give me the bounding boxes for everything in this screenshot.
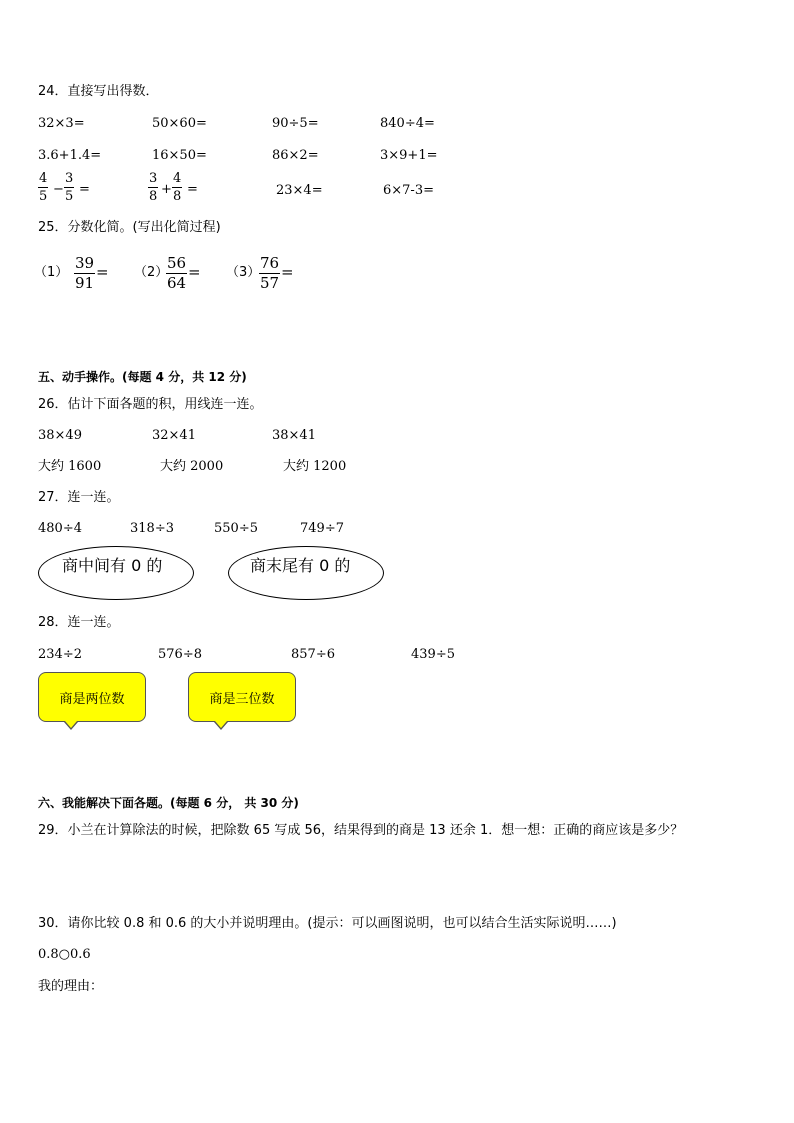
q28-division-3: 857÷6 [291,647,335,662]
q27-title: 27．连一连。 [38,490,120,505]
q24-row1-item3: 90÷5= [272,116,319,131]
q24-row2-item2: 16×50= [152,148,207,163]
numerator: 3 [149,171,158,186]
denominator: 8 [173,189,182,204]
bubble-tail [65,721,77,728]
denominator: 91 [75,274,95,292]
q24-row2-item3: 86×2= [272,148,319,163]
q24-row3-item3: 23×4= [276,183,323,198]
denominator: 5 [65,189,74,204]
numerator: 4 [39,171,48,186]
q26-estimate-3: 大约 1200 [283,459,347,474]
q28-bubble-three-digit-label: 商是三位数 [209,691,275,707]
q26-product-2: 32×41 [152,428,196,443]
q28-division-4: 439÷5 [411,647,455,662]
q24-row2-item1: 3.6+1.4= [38,148,102,163]
bubble-tail [215,721,227,728]
section6-title: 六、我能解决下面各题。(每题 6 分， 共 30 分) [38,796,299,810]
numerator: 4 [173,171,182,186]
q30-reason-label: 我的理由： [38,979,104,994]
q28-bubble-two-digit-label: 商是两位数 [59,691,125,707]
q24-row1-item1: 32×3= [38,116,85,131]
q24-fraction-a-second [64,172,74,203]
equals-sign: = [96,263,109,281]
q24-row3-item4: 6×7-3= [383,183,434,198]
q25-item1-label: （1） [34,265,69,280]
q26-estimate-1: 大约 1600 [38,459,102,474]
q25-title: 25．分数化简。(写出化简过程) [38,220,221,235]
q24-fraction-b-second [172,172,182,203]
q27-ellipse-end-zero-label: 商末尾有 0 的 [250,556,351,575]
q28-division-2: 576÷8 [158,647,202,662]
q27-division-3: 550÷5 [214,521,258,536]
denominator: 64 [167,274,187,292]
q28-division-1: 234÷2 [38,647,82,662]
equals-sign: = [187,182,198,197]
q30-compare: 0.8○0.6 [38,947,91,962]
equals-sign: = [79,182,90,197]
equals-sign: = [281,263,294,281]
numerator: 39 [75,254,95,272]
denominator: 57 [260,274,280,292]
q24-title: 24．直接写出得数． [38,84,159,99]
equals-sign: = [188,263,201,281]
q26-product-3: 38×41 [272,428,316,443]
q27-ellipse-middle-zero-label: 商中间有 0 的 [62,556,163,575]
q24-row1-item4: 840÷4= [380,116,435,131]
q30-text: 30．请你比较 0.8 和 0.6 的大小并说明理由。(提示：可以画图说明，也可以结合生活实际说明……) [38,916,617,931]
q24-fraction-b-first [148,172,158,203]
q26-estimate-2: 大约 2000 [160,459,224,474]
section5-title: 五、动手操作。(每题 4 分，共 12 分) [38,370,247,384]
denominator: 5 [39,189,48,204]
q25-item3-label: （3） [226,265,261,280]
q25-item2-label: （2） [134,265,169,280]
q26-product-1: 38×49 [38,428,82,443]
q28-title: 28．连一连。 [38,615,120,630]
q27-division-2: 318÷3 [130,521,174,536]
q29-text: 29．小兰在计算除法的时候，把除数 65 写成 56，结果得到的商是 13 还余 1．想一想：正确的商应该是多少？ [38,823,684,838]
q27-division-1: 480÷4 [38,521,82,536]
numerator: 76 [260,254,280,272]
q24-fraction-a-first [38,172,48,203]
numerator: 3 [65,171,74,186]
q25-item3-fraction [259,256,280,291]
q27-division-4: 749÷7 [300,521,344,536]
numerator: 56 [167,254,187,272]
q26-title: 26．估计下面各题的积，用线连一连。 [38,397,263,412]
plus-sign: + [161,182,172,197]
q25-item2-fraction [166,256,187,291]
denominator: 8 [149,189,158,204]
q24-row2-item4: 3×9+1= [380,148,438,163]
minus-sign: − [53,182,64,197]
q28-bubble-three-digit[interactable] [188,672,296,722]
q28-bubble-two-digit[interactable] [38,672,146,722]
q24-row1-item2: 50×60= [152,116,207,131]
q25-item1-fraction [74,256,95,291]
